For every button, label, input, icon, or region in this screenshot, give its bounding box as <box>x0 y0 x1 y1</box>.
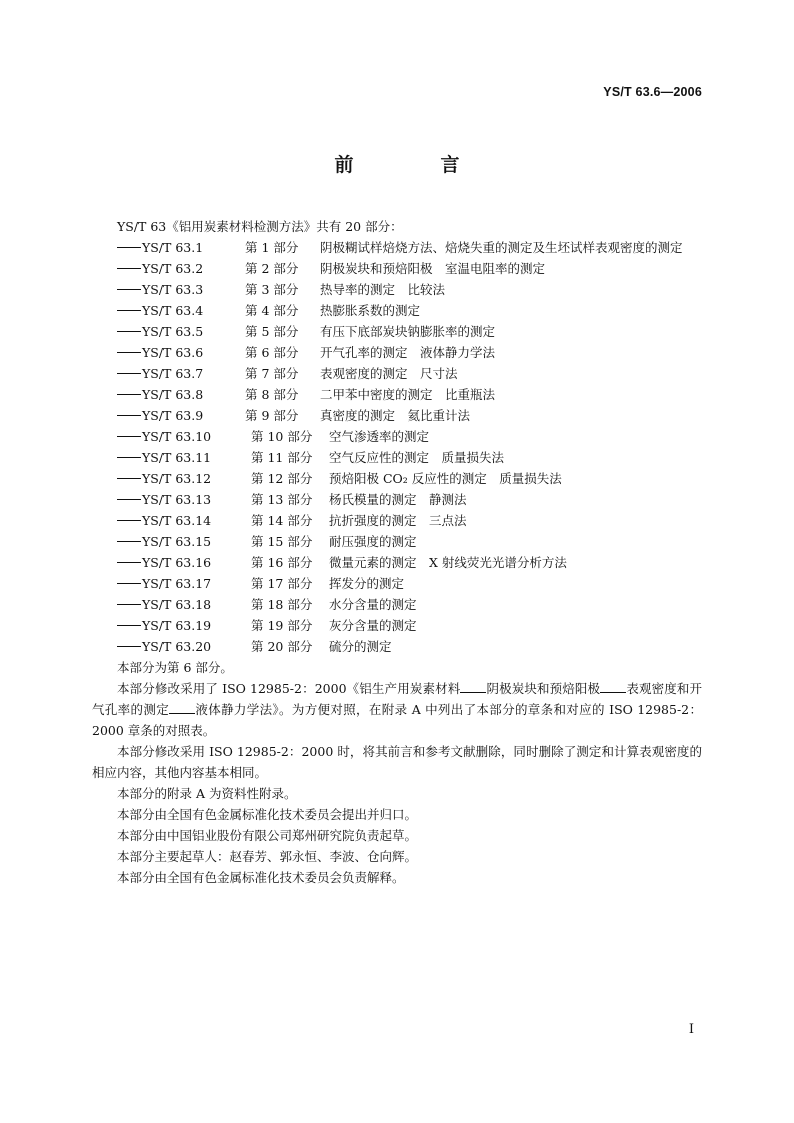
paragraph: 本部分的附录 A 为资料性附录。 <box>117 786 297 801</box>
part-name: 表观密度的测定 尺寸法 <box>320 366 458 381</box>
part-name: 热膨胀系数的测定 <box>320 303 421 318</box>
part-list-item <box>92 594 702 615</box>
part-code: YS/T 63.20 <box>142 639 212 654</box>
part-list-item <box>92 573 702 594</box>
part-code: YS/T 63.9 <box>142 408 204 423</box>
part-number: 第 1 部分 <box>245 240 299 255</box>
part-name: 空气渗透率的测定 <box>329 429 430 444</box>
part-number: 第 13 部分 <box>251 492 313 507</box>
em-dash <box>117 384 141 395</box>
part-list-item <box>92 636 702 657</box>
part-number: 第 9 部分 <box>245 408 299 423</box>
part-code: YS/T 63.4 <box>142 303 204 318</box>
part-number: 第 10 部分 <box>251 429 313 444</box>
part-code: YS/T 63.19 <box>142 618 212 633</box>
part-name: 灰分含量的测定 <box>329 618 417 633</box>
part-code: YS/T 63.2 <box>142 261 204 276</box>
part-code: YS/T 63.18 <box>142 597 212 612</box>
em-dash <box>117 552 141 563</box>
part-number: 第 3 部分 <box>245 282 299 297</box>
part-list-item <box>92 321 702 342</box>
part-number: 第 8 部分 <box>245 387 299 402</box>
part-number: 第 12 部分 <box>251 471 313 486</box>
part-list-item <box>92 342 702 363</box>
parts-list <box>92 237 702 657</box>
em-dash <box>117 447 141 458</box>
part-code: YS/T 63.5 <box>142 324 204 339</box>
part-name: 挥发分的测定 <box>329 576 405 591</box>
part-code: YS/T 63.15 <box>142 534 212 549</box>
part-number: 第 18 部分 <box>251 597 313 612</box>
part-number: 第 20 部分 <box>251 639 313 654</box>
paragraph: 本部分由全国有色金属标准化技术委员会负责解释。 <box>117 870 405 885</box>
part-code: YS/T 63.13 <box>142 492 212 507</box>
part-list-item <box>92 300 702 321</box>
em-dash <box>117 573 141 584</box>
part-number: 第 6 部分 <box>245 345 299 360</box>
part-name: 杨氏模量的测定 静测法 <box>329 492 467 507</box>
part-code: YS/T 63.1 <box>142 240 204 255</box>
part-code: YS/T 63.8 <box>142 387 204 402</box>
part-code: YS/T 63.14 <box>142 513 212 528</box>
em-dash <box>117 531 141 542</box>
em-dash <box>460 682 486 693</box>
part-list-item <box>92 405 702 426</box>
em-dash <box>117 258 141 269</box>
part-code: YS/T 63.11 <box>142 450 212 465</box>
part-list-item <box>92 426 702 447</box>
part-code: YS/T 63.3 <box>142 282 204 297</box>
page-title: 前 言 <box>334 154 494 176</box>
part-number: 第 11 部分 <box>251 450 313 465</box>
part-name: 微量元素的测定 X 射线荧光光谱分析方法 <box>329 555 567 570</box>
part-list-item <box>92 237 702 258</box>
part-list-item <box>92 510 702 531</box>
em-dash <box>117 363 141 374</box>
em-dash <box>117 237 141 248</box>
part-name: 阴极糊试样焙烧方法、焙烧失重的测定及生坯试样表观密度的测定 <box>320 240 683 255</box>
part-list-item <box>92 489 702 510</box>
part-number: 第 14 部分 <box>251 513 313 528</box>
part-name: 预焙阳极 CO₂ 反应性的测定 质量损失法 <box>329 471 562 486</box>
part-name: 热导率的测定 比较法 <box>320 282 446 297</box>
em-dash <box>117 594 141 605</box>
em-dash <box>600 682 626 693</box>
em-dash <box>117 279 141 290</box>
paragraph: 本部分修改采用 ISO 12985-2：2000 时，将其前言和参考文献删除，同时删除了测定和计算表观密度的相应内容，其他内容基本相同。 <box>92 744 702 780</box>
part-code: YS/T 63.12 <box>142 471 212 486</box>
part-code: YS/T 63.7 <box>142 366 204 381</box>
em-dash <box>117 489 141 500</box>
part-code: YS/T 63.16 <box>142 555 212 570</box>
part-number: 第 4 部分 <box>245 303 299 318</box>
part-code: YS/T 63.10 <box>142 429 212 444</box>
paragraph: 本部分由全国有色金属标准化技术委员会提出并归口。 <box>117 807 418 822</box>
part-number: 第 2 部分 <box>245 261 299 276</box>
em-dash <box>117 468 141 479</box>
em-dash <box>169 703 195 714</box>
part-list-item <box>92 468 702 489</box>
em-dash <box>117 615 141 626</box>
part-list-item <box>92 384 702 405</box>
part-name: 开气孔率的测定 液体静力学法 <box>320 345 496 360</box>
part-name: 耐压强度的测定 <box>329 534 417 549</box>
part-list-item <box>92 258 702 279</box>
em-dash <box>117 405 141 416</box>
em-dash <box>117 510 141 521</box>
part-code: YS/T 63.6 <box>142 345 204 360</box>
paragraph: 本部分由中国铝业股份有限公司郑州研究院负责起草。 <box>117 828 418 843</box>
part-name: 二甲苯中密度的测定 比重瓶法 <box>320 387 496 402</box>
paragraph: 本部分修改采用了 ISO 12985-2：2000《铝生产用炭素材料 阴极炭块和预焙阳极 表观密度和开气孔率的测定 液体静力学法》。为方便对照，在附录 A 中列出了本部分的章条和对应的 ISO 12985-2：2000 章条的对照表。 <box>92 681 702 738</box>
part-number: 第 5 部分 <box>245 324 299 339</box>
page-number: I <box>688 1022 694 1037</box>
intro-line: YS/T 63《铝用炭素材料检测方法》共有 20 部分： <box>117 219 403 234</box>
part-list-item <box>92 615 702 636</box>
part-code: YS/T 63.17 <box>142 576 212 591</box>
part-list-item <box>92 279 702 300</box>
part-number: 第 19 部分 <box>251 618 313 633</box>
part-list-item <box>92 552 702 573</box>
em-dash <box>117 300 141 311</box>
part-list-item <box>92 531 702 552</box>
em-dash <box>117 636 141 647</box>
em-dash <box>117 426 141 437</box>
part-number: 第 7 部分 <box>245 366 299 381</box>
part-list-item <box>92 447 702 468</box>
part-number: 第 15 部分 <box>251 534 313 549</box>
part-list-item <box>92 363 702 384</box>
paragraph: 本部分主要起草人：赵春芳、郭永恒、李波、仓向辉。 <box>117 849 418 864</box>
part-name: 抗折强度的测定 三点法 <box>329 513 467 528</box>
part-number: 第 17 部分 <box>251 576 313 591</box>
part-name: 水分含量的测定 <box>329 597 417 612</box>
part-name: 空气反应性的测定 质量损失法 <box>329 450 505 465</box>
part-number: 第 16 部分 <box>251 555 313 570</box>
paragraph: 本部分为第 6 部分。 <box>117 660 233 675</box>
part-name: 真密度的测定 氦比重计法 <box>320 408 471 423</box>
em-dash <box>117 342 141 353</box>
part-name: 硫分的测定 <box>329 639 392 654</box>
document-body <box>92 216 702 888</box>
part-name: 阴极炭块和预焙阳极 室温电阻率的测定 <box>320 261 546 276</box>
part-name: 有压下底部炭块钠膨胀率的测定 <box>320 324 496 339</box>
em-dash <box>117 321 141 332</box>
standard-code: YS/T 63.6—2006 <box>603 85 702 99</box>
